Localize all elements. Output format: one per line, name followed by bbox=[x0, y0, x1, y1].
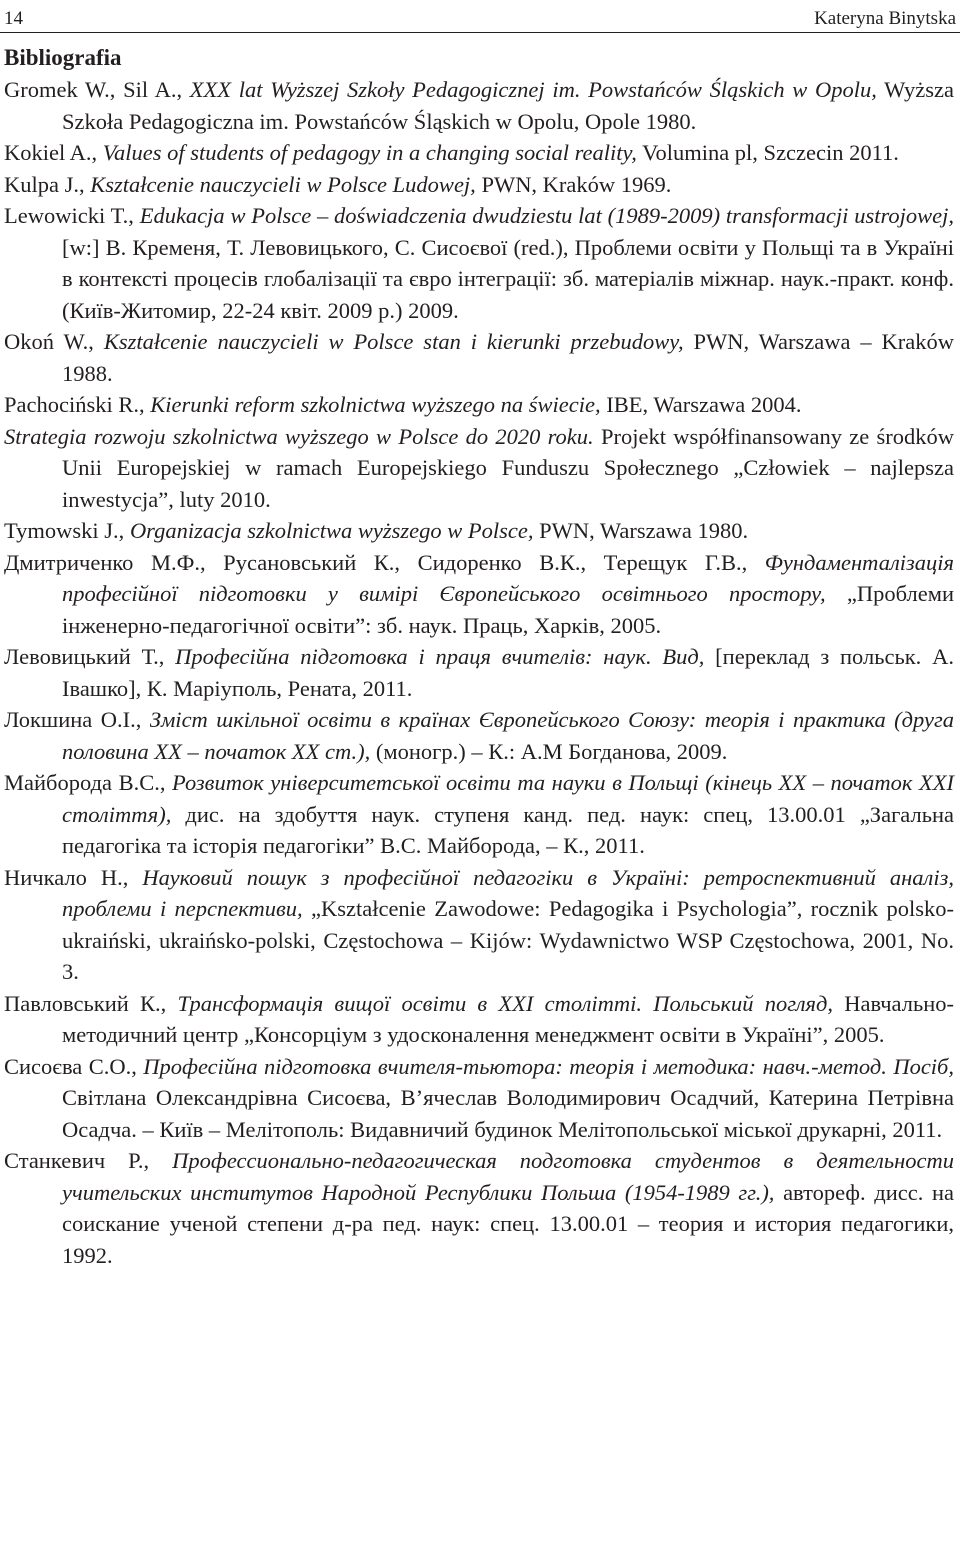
bib-entry bbox=[4, 515, 954, 547]
bib-entry bbox=[4, 421, 954, 516]
bib-title: Профессионально-педагогическая подготовка студентов в деятельности учительских институтов Народной Республики Польша (1954-1989 гг.), bbox=[62, 1148, 954, 1205]
bib-title: Kształcenie nauczycieli w Polsce Ludowej, bbox=[90, 171, 476, 197]
bib-title: Edukacja w Polsce – doświadczenia dwudziestu lat (1989-2009) transformacji ustrojowej, bbox=[139, 203, 954, 228]
bib-rest: [w:] В. Кременя, Т. Левовицького, С. Сисоєвої (red.), Проблеми освіти у Польщі та в Україні в контексті процесів глобалізації та євро інтеграції: зб. матеріалів міжнар. наук.-практ. конф. (Київ-Житомир, 22-24 квіт. 2009 р.) 2009. bbox=[62, 234, 954, 323]
bib-author: Левовицький Т., bbox=[4, 644, 176, 669]
bib-entry bbox=[4, 641, 954, 704]
bib-title: Науковий пошук з професійної педагогіки в Україні: ретроспективний аналіз, проблеми і перспективи, bbox=[62, 864, 955, 921]
bib-rest: Світлана Олександрівна Сисоєва, В’ячеслав Володимирович Осадчий, Катерина Петрівна Осадча. – Київ – Мелітополь: Видавничий будинок Мелітопольської міської друкарні, 2011. bbox=[62, 1085, 954, 1142]
bib-author: Ничкало Н., bbox=[4, 864, 143, 890]
bib-entry bbox=[4, 1145, 954, 1271]
bib-title: Розвиток університетської освіти та науки в Польщі (кінець XX – початок XXI століття), bbox=[62, 770, 954, 827]
bib-rest: Projekt współfinansowany ze środków Unii Europejskiej w ramach Europejskiego Funduszu Społecznego „Człowiek – najlepsza inwestycja”, luty 2010. bbox=[62, 423, 954, 512]
section-title: Bibliografia bbox=[4, 45, 122, 70]
bib-rest: [переклад з польськ. А. Івашко], К. Маріуполь, Рената, 2011. bbox=[62, 644, 954, 701]
bib-entry bbox=[4, 200, 954, 326]
bib-title: Трансформація вищої освіти в XXI столітті. Польський погляд, bbox=[177, 990, 833, 1016]
bib-author: Tymowski J., bbox=[4, 518, 130, 543]
bib-rest: „Проблеми інженерно-педагогічної освіти”: зб. наук. Праць, Харків, 2005. bbox=[62, 581, 954, 638]
bib-author: Локшина О.І., bbox=[4, 707, 150, 732]
bib-title: Зміст шкільної освіти в країнах Європейського Союзу: теорія і практика (друга половина XX – початок XX ст.), bbox=[62, 707, 954, 764]
bib-title: Kształcenie nauczycieli w Polsce stan i kierunki przebudowy, bbox=[103, 329, 684, 354]
bib-title: Фундаменталізація професійної підготовки у вимірі Європейського освітнього простору, bbox=[62, 549, 954, 606]
bib-entry bbox=[4, 326, 954, 389]
bib-rest: Volumina pl, Szczecin 2011. bbox=[636, 140, 899, 165]
bib-author: Майборода В.С., bbox=[4, 770, 173, 795]
bib-author: Kulpa J., bbox=[4, 171, 91, 197]
bib-entry bbox=[4, 988, 954, 1051]
bib-title: Професійна підготовка вчителя-тьютора: теорія і методика: навч.-метод. Посіб, bbox=[143, 1053, 954, 1079]
bib-entry bbox=[4, 704, 954, 767]
bib-title: XXX lat Wyższej Szkoły Pedagogicznej im. Powstańców Śląskich w Opolu, bbox=[189, 77, 877, 102]
bib-rest: (моногр.) – К.: А.М Богданова, 2009. bbox=[370, 738, 728, 764]
bib-entry bbox=[4, 137, 954, 169]
bibliography-section bbox=[4, 42, 954, 1271]
bib-rest: автореф. дисс. на соискание ученой степени д-ра пед. наук: спец. 13.00.01 – теория и история педагогики, 1992. bbox=[62, 1179, 954, 1268]
bib-title: Organizacja szkolnictwa wyższego w Polsce, bbox=[129, 518, 534, 543]
bib-entry bbox=[4, 74, 954, 137]
bib-rest: „Kształcenie Zawodowe: Pedagogika i Psychologia”, rocznik polsko-ukraiński, ukraińsko-polski, Częstochowa – Kijów: Wydawnictwo WSP Częstochowa, 2001, No. 3. bbox=[62, 896, 954, 984]
bib-author: Станкевич Р., bbox=[4, 1148, 173, 1173]
bib-author: Павловський К., bbox=[4, 990, 178, 1016]
bib-author: Okoń W., bbox=[4, 329, 104, 354]
bib-entry bbox=[4, 169, 954, 201]
bib-entry bbox=[4, 1051, 954, 1146]
bib-rest: PWN, Warszawa – Kraków 1988. bbox=[62, 329, 955, 386]
bib-author: Kokiel A., bbox=[4, 140, 103, 165]
bib-author: Gromek W., Sil A., bbox=[4, 77, 190, 102]
bib-author: Pachociński R., bbox=[4, 392, 151, 417]
bib-rest: дис. на здобуття наук. ступеня канд. пед. наук: спец, 13.00.01 „Загальна педагогіка та історія педагогіки” В.С. Майборода, – К., 2011. bbox=[62, 801, 954, 858]
bib-title: Kierunki reform szkolnictwa wyższego na świecie, bbox=[150, 392, 601, 417]
bib-entry bbox=[4, 862, 954, 988]
bib-rest: Wyższa Szkoła Pedagogiczna im. Powstańców Śląskich w Opolu, Opole 1980. bbox=[62, 77, 954, 134]
bib-author: Дмитриченко М.Ф., Русановський К., Сидоренко В.К., Терещук Г.В., bbox=[4, 549, 765, 575]
bib-title: Values of students of pedagogy in a changing social reality, bbox=[102, 140, 637, 165]
bib-author: Сисоєва С.О., bbox=[4, 1053, 144, 1079]
bib-entry bbox=[4, 767, 954, 862]
bib-rest: Навчально-методичний центр „Консорціум з удосконалення менеджмент освіти в Україні”, 2005. bbox=[62, 990, 954, 1047]
bib-rest: IBE, Warszawa 2004. bbox=[600, 392, 802, 417]
bib-title: Strategia rozwoju szkolnictwa wyższego w Polsce do 2020 roku. bbox=[4, 423, 594, 449]
bib-entry bbox=[4, 389, 954, 421]
bib-rest: PWN, Warszawa 1980. bbox=[533, 518, 749, 543]
header-rule bbox=[0, 32, 960, 33]
running-head bbox=[4, 6, 956, 32]
bibliography-list bbox=[4, 74, 954, 1271]
page-number: 14 bbox=[4, 8, 23, 29]
running-head-author: Kateryna Binytska bbox=[814, 8, 956, 29]
bib-author: Lewowicki T., bbox=[4, 203, 140, 228]
bib-title: Професійна підготовка і праця вчителів: наук. Вид, bbox=[175, 644, 705, 669]
bib-rest: PWN, Kraków 1969. bbox=[475, 171, 672, 197]
bib-entry bbox=[4, 547, 954, 642]
